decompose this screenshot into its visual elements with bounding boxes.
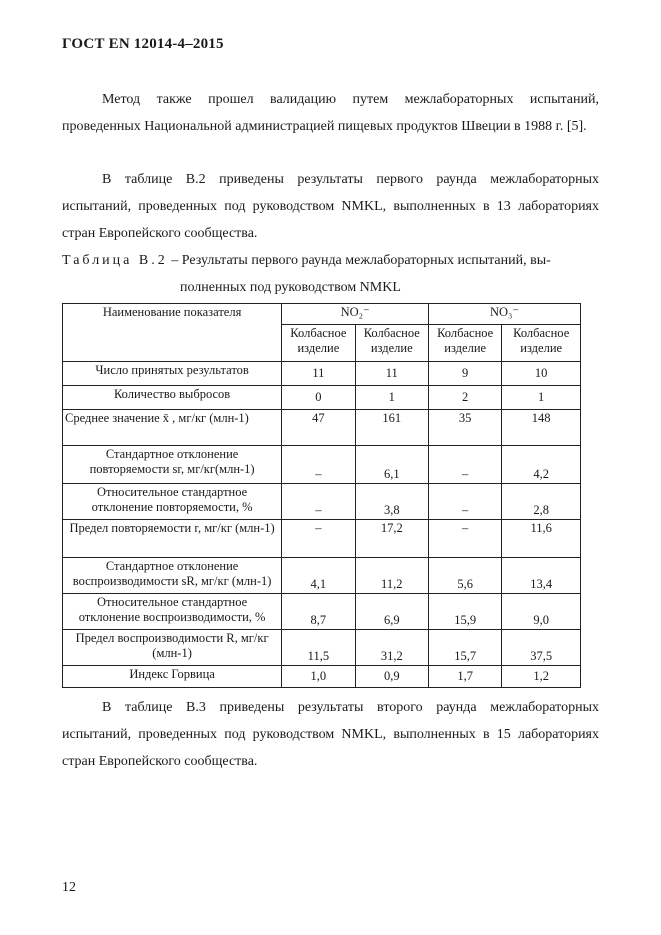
value-cell: – (282, 520, 355, 558)
value-cell: 0,9 (355, 666, 428, 688)
value-cell: 11 (282, 362, 355, 386)
value-cell: 1,2 (502, 666, 581, 688)
value-cell: 11 (355, 362, 428, 386)
table-row (63, 484, 581, 520)
value-cell: – (282, 484, 355, 520)
table-row (63, 520, 581, 558)
document-header: ГОСТ EN 12014-4–2015 (62, 36, 224, 52)
table-caption (62, 247, 599, 301)
value-cell: 9,0 (502, 594, 581, 630)
row-label: Предел воспроизводимости R, мг/кг (млн-1) (63, 630, 282, 666)
paragraph-table-b3-intro: В таблице В.3 приведены результаты второго раунда межлабораторных испытаний, проведенных под руководством NMKL, выполненных в 15 лабораториях стран Европейского сообщества. (62, 700, 599, 769)
value-cell: – (282, 446, 355, 484)
value-cell: – (428, 484, 501, 520)
value-cell: 9 (428, 362, 501, 386)
subheader-cell: Колбасное изделие (502, 325, 581, 362)
column-group-no2: NO₂⁻ (282, 304, 429, 325)
table-caption-label: Таблица В.2 (62, 253, 168, 268)
value-cell: 1 (502, 386, 581, 410)
value-cell: 11,2 (355, 558, 428, 594)
value-cell: 3,8 (355, 484, 428, 520)
row-label: Число принятых результатов (63, 362, 282, 386)
value-cell: 4,2 (502, 446, 581, 484)
results-table (62, 303, 581, 688)
row-label: Относительное стандартное отклонение повторяемости, % (63, 484, 282, 520)
table-row (63, 594, 581, 630)
table-row (63, 446, 581, 484)
value-cell: 161 (355, 410, 428, 446)
page-number: 12 (62, 880, 76, 895)
table-caption-text-1: – Результаты первого раунда межлабораторных испытаний, вы- (171, 253, 551, 268)
table-row (63, 666, 581, 688)
table-row (63, 362, 581, 386)
row-label: Индекс Горвица (63, 666, 282, 688)
row-label: Стандартное отклонение воспроизводимости sR, мг/кг (млн-1) (63, 558, 282, 594)
value-cell: 5,6 (428, 558, 501, 594)
value-cell: 15,9 (428, 594, 501, 630)
subheader-cell: Колбасное изделие (282, 325, 355, 362)
value-cell: 1,7 (428, 666, 501, 688)
subheader-cell: Колбасное изделие (355, 325, 428, 362)
value-cell: 13,4 (502, 558, 581, 594)
value-cell: 11,5 (282, 630, 355, 666)
paragraph-validation: Метод также прошел валидацию путем межлабораторных испытаний, проведенных Национальной администрацией пищевых продуктов Швеции в 1988 г. [5]. (62, 92, 599, 134)
row-label: Среднее значение x̄ , мг/кг (млн-1) (63, 410, 282, 446)
row-label: Количество выбросов (63, 386, 282, 410)
table-row (63, 630, 581, 666)
column-group-no3: NO₃⁻ (428, 304, 580, 325)
value-cell: 11,6 (502, 520, 581, 558)
value-cell: 2 (428, 386, 501, 410)
value-cell: – (428, 520, 501, 558)
value-cell: 10 (502, 362, 581, 386)
column-header-name: Наименование показателя (63, 304, 282, 362)
table-row (63, 558, 581, 594)
value-cell: 37,5 (502, 630, 581, 666)
table-caption-text-2: полненных под руководством NMKL (180, 280, 401, 295)
value-cell: 148 (502, 410, 581, 446)
row-label: Относительное стандартное отклонение воспроизводимости, % (63, 594, 282, 630)
value-cell: 1 (355, 386, 428, 410)
table-row (63, 386, 581, 410)
value-cell: 0 (282, 386, 355, 410)
row-label: Предел повторяемости r, мг/кг (млн-1) (63, 520, 282, 558)
value-cell: 17,2 (355, 520, 428, 558)
value-cell: 4,1 (282, 558, 355, 594)
value-cell: 15,7 (428, 630, 501, 666)
value-cell: 6,9 (355, 594, 428, 630)
value-cell: 2,8 (502, 484, 581, 520)
value-cell: 47 (282, 410, 355, 446)
row-label: Стандартное отклонение повторяемости sr, мг/кг(млн-1) (63, 446, 282, 484)
value-cell: 8,7 (282, 594, 355, 630)
value-cell: 35 (428, 410, 501, 446)
subheader-cell: Колбасное изделие (428, 325, 501, 362)
paragraph-table-b2-intro: В таблице В.2 приведены результаты первого раунда межлабораторных испытаний, проведенных под руководством NMKL, выполненных в 13 лабораториях стран Европейского сообщества. (62, 172, 599, 241)
value-cell: 31,2 (355, 630, 428, 666)
value-cell: 1,0 (282, 666, 355, 688)
value-cell: – (428, 446, 501, 484)
table-row (63, 410, 581, 446)
value-cell: 6,1 (355, 446, 428, 484)
